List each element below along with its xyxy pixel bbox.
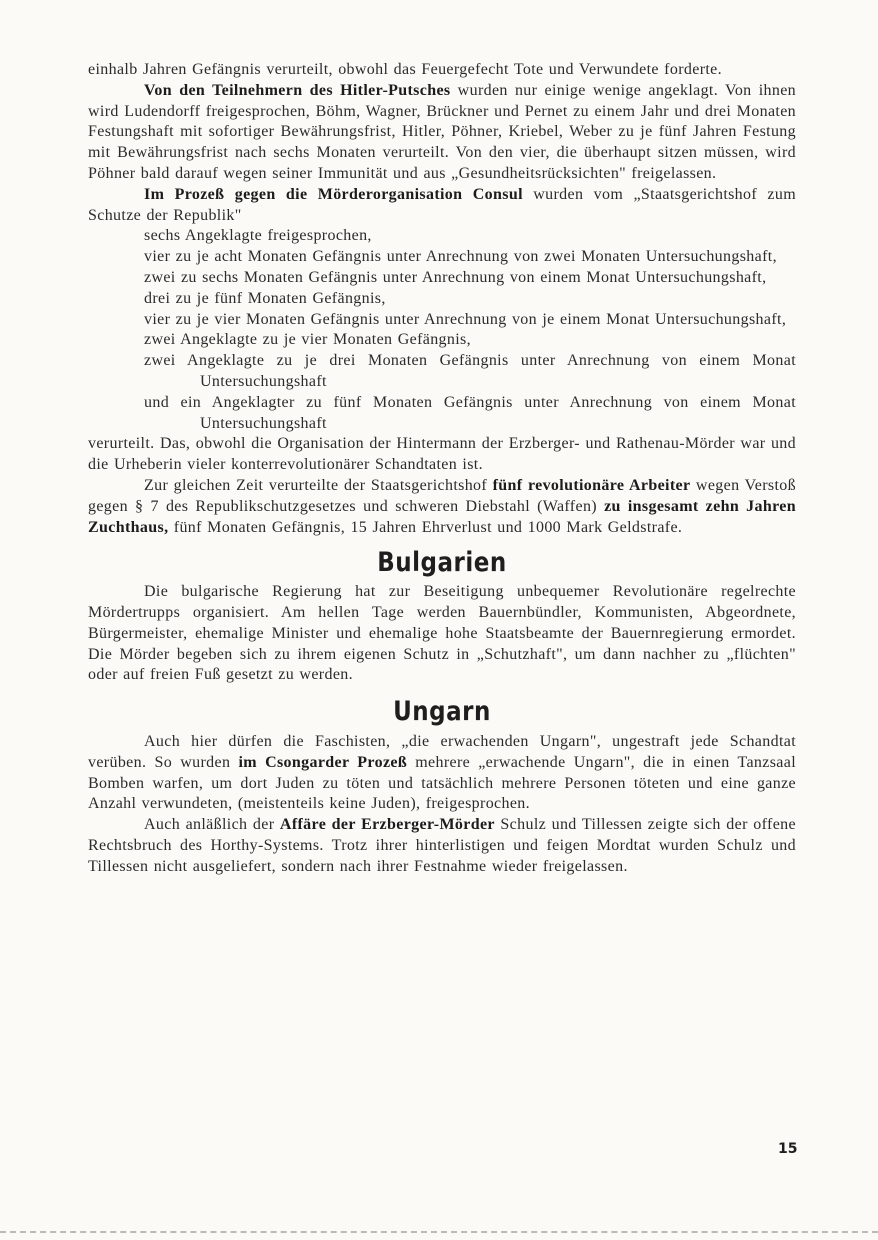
emphasis-zuchthaus: zu insgesamt zehn Jahren Zuchthaus, [88,497,796,536]
sentence-item: zwei Angeklagte zu je drei Monaten Gefängnis unter Anrechnung von einem Monat Untersuchungshaft [144,352,796,390]
paragraph-hitler-putsch: Von den Teilnehmern des Hitler-Putsches wurden nur einige wenige angeklagt. Von ihnen wird Ludendorff freigesprochen, Böhm, Wagner, Brückner und Pernet zu einem Jahr und drei Monaten Festungshaft mit sofortiger Bewährungsfrist, Hitler, Pöhner, Kriebel, Weber zu je fünf Jahren Festung mit Bewährungsfrist nach sechs Monaten verurteilt. Von den vier, die überhaupt sitzen müssen, wird Pöhner bald darauf wegen seiner Immunität und aus „Gesundheitsrücksichten" freigelassen. [88,81,797,182]
heading-ungarn: Ungarn [393,697,491,727]
emphasis-hitler-putsch: Von den Teilnehmern des Hitler-Putsches [144,81,451,99]
paragraph-workers-verdict: Zur gleichen Zeit verurteilte der Staatsgerichtshof fünf revolutionäre Arbeiter wegen Verstoß gegen § 7 des Republikschutzgesetzes und schweren Diebstahl (Waffen) zu insgesamt zehn Jahren Zuchthaus, fünf Monaten Gefängnis, 15 Jahren Ehrverlust und 1000 Mark Geldstrafe. [88,476,796,536]
paragraph-ungarn-erzberger: Auch anläßlich der Affäre der Erzberger-Mörder Schulz und Tillessen zeigte sich der offene Rechtsbruch des Horthy-Systems. Trotz ihrer hinterlistigen und feigen Mordtat wurden Schulz und Tillessen nicht ausgeliefert, sondern nach ihrer Festnahme wieder freigelassen. [88,816,796,875]
sentence-item: sechs Angeklagte freigesprochen, [144,227,372,245]
heading-bulgarien: Bulgarien [377,548,507,579]
sentence-item: und ein Angeklagter zu fünf Monaten Gefängnis unter Anrechnung von einem Monat Untersuchungshaft [144,393,796,432]
emphasis-csongard: im Csongarder Prozeß [238,753,408,771]
emphasis-consul: Im Prozeß gegen die Mörderorganisation Consul [144,185,523,203]
emphasis-workers: fünf revolutionäre Arbeiter [492,476,691,494]
paragraph-verdict-summary: verurteilt. Das, obwohl die Organisation der Hintermann der Erzberger- und Rathenau-Mörder war und die Urheberin vieler konterrevolutionärer Schandtaten ist. [88,435,796,474]
emphasis-erzberger-affair: Affäre der Erzberger-Mörder [279,816,495,834]
sentence-item: drei zu je fünf Monaten Gefängnis, [144,289,386,307]
sentence-item: zwei zu sechs Monaten Gefängnis unter Anrechnung von einem Monat Untersuchungshaft, [144,268,767,286]
sentence-item: vier zu je vier Monaten Gefängnis unter Anrechnung von je einem Monat Untersuchungshaft, [144,310,787,328]
page-bottom-edge [0,1231,878,1233]
paragraph-bulgarien: Die bulgarische Regierung hat zur Beseitigung unbequemer Revolutionäre regelrechte Mördertrupps organisiert. Am hellen Tage werden Bauernbündler, Kommunisten, Abgeordnete, Bürgermeister, ehemalige Minister und ehemalige hohe Staatsbeamte der Bauernregierung ermordet. Die Mörder begeben sich zu ihrem eigenen Schutz in „Schutzhaft", um dann nachher zu „flüchten" oder auf freien Fuß gesetzt zu werden. [88,583,796,684]
paragraph-intro: einhalb Jahren Gefängnis verurteilt, obwohl das Feuergefecht Tote und Verwundete forderte. [88,61,722,78]
paragraph-consul-trial: Im Prozeß gegen die Mörderorganisation Consul wurden vom „Staatsgerichtshof zum Schutze der Republik" [88,185,796,224]
document-page [88,60,796,877]
sentence-item: zwei Angeklagte zu je vier Monaten Gefängnis, [144,331,471,349]
paragraph-ungarn-csongard: Auch hier dürfen die Faschisten, „die erwachenden Ungarn", ungestraft jede Schandtat verüben. So wurden im Csongarder Prozeß mehrere „erwachende Ungarn", die in einen Tanzsaal Bomben warfen, um dort Juden zu töten und tatsächlich mehrere Personen töteten und eine ganze Anzahl verwundeten, (meistenteils keine Juden), freigesprochen. [88,732,796,813]
sentence-list [88,226,796,434]
sentence-item: vier zu je acht Monaten Gefängnis unter Anrechnung von zwei Monaten Untersuchungshaft, [144,248,777,266]
page-number: 15 [778,1141,798,1157]
